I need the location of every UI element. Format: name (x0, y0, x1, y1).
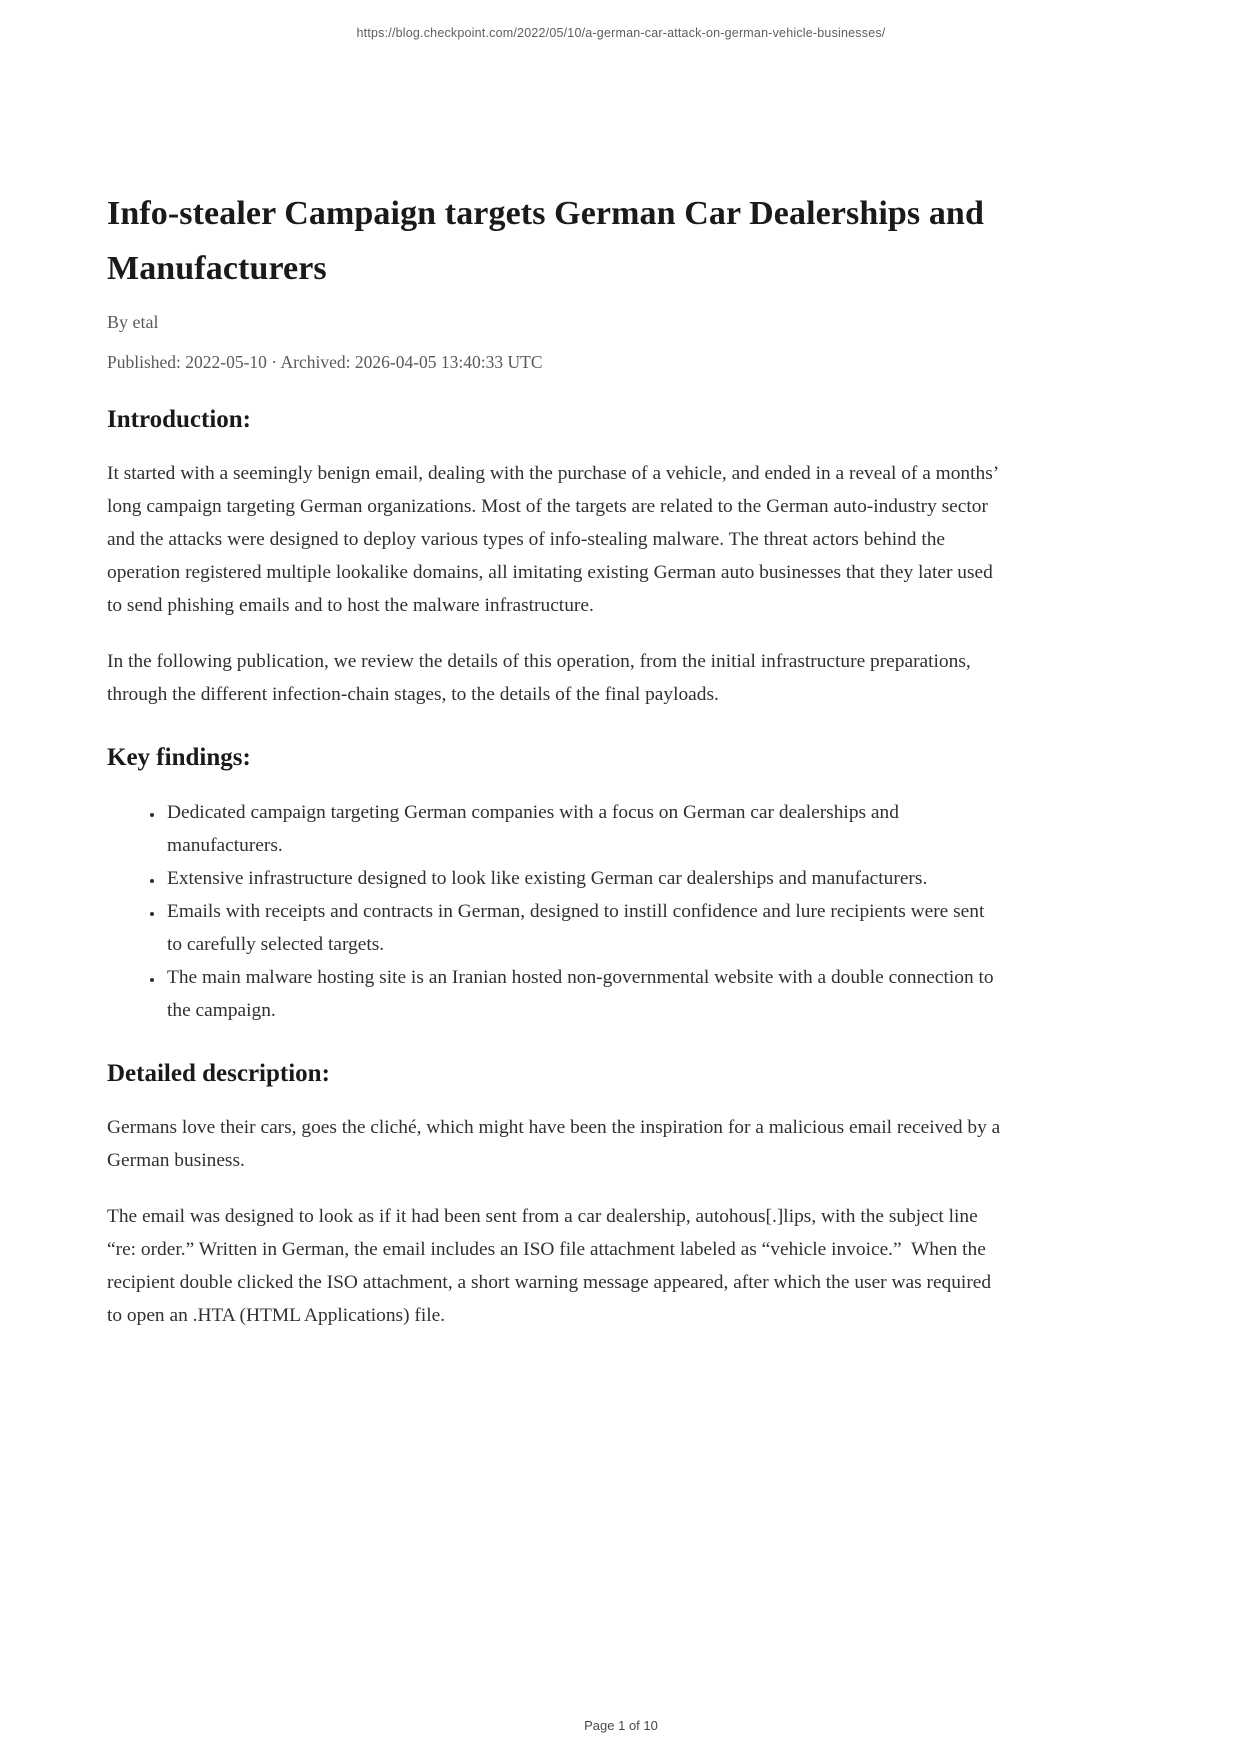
section-heading-detailed-description: Detailed description: (107, 1060, 330, 1087)
detail-paragraph-1: Germans love their cars, goes the cliché, which might have been the inspiration for a malicious email received by a German business. (107, 1117, 1006, 1171)
list-item: • Emails with receipts and contracts in German, designed to instill confidence and lure recipients were sent to carefully selected targets. (164, 895, 1002, 961)
article-title: Info-stealer Campaign targets German Car Dealerships and Manufacturers (107, 195, 984, 287)
publish-archive-meta: Published: 2022-05-10 · Archived: 2026-04-05 13:40:33 UTC (107, 352, 543, 372)
byline: By etal (107, 312, 159, 332)
section-heading-key-findings: Key findings: (107, 744, 251, 771)
list-item: • Dedicated campaign targeting German companies with a focus on German car dealerships and manufacturers. (164, 796, 1002, 862)
list-item: • Extensive infrastructure designed to look like existing German car dealerships and manufacturers. (164, 862, 1002, 895)
key-findings-list (107, 796, 1002, 1027)
intro-paragraph-2: In the following publication, we review the details of this operation, from the initial infrastructure preparations, through the different infection-chain stages, to the details of the final payloads. (107, 651, 976, 705)
detail-paragraph-2: The email was designed to look as if it had been sent from a car dealership, autohous[.]lips, with the subject line “re: order.” Written in German, the email includes an ISO file attachment labeled as “vehicle invoice.” When the recipient double clicked the ISO attachment, a short warning message appeared, after which the user was required to open an .HTA (HTML Applications) file. (107, 1206, 996, 1326)
article-content (107, 0, 1006, 1332)
intro-paragraph-1: It started with a seemingly benign email, dealing with the purchase of a vehicle, and ended in a reveal of a months’ long campaign targeting German organizations. Most of the targets are related to the German auto-industry sector and the attacks were designed to deploy various types of info-stealing malware. The threat actors behind the operation registered multiple lookalike domains, all imitating existing German auto businesses that they later used to send phishing emails and to host the malware infrastructure. (107, 463, 1003, 616)
list-item: • The main malware hosting site is an Iranian hosted non-governmental website with a double connection to the campaign. (164, 961, 1002, 1027)
section-heading-introduction: Introduction: (107, 406, 252, 433)
page-number-footer: Page 1 of 10 (584, 1718, 658, 1733)
source-url: https://blog.checkpoint.com/2022/05/10/a-german-car-attack-on-german-vehicle-businesses/ (356, 26, 886, 40)
